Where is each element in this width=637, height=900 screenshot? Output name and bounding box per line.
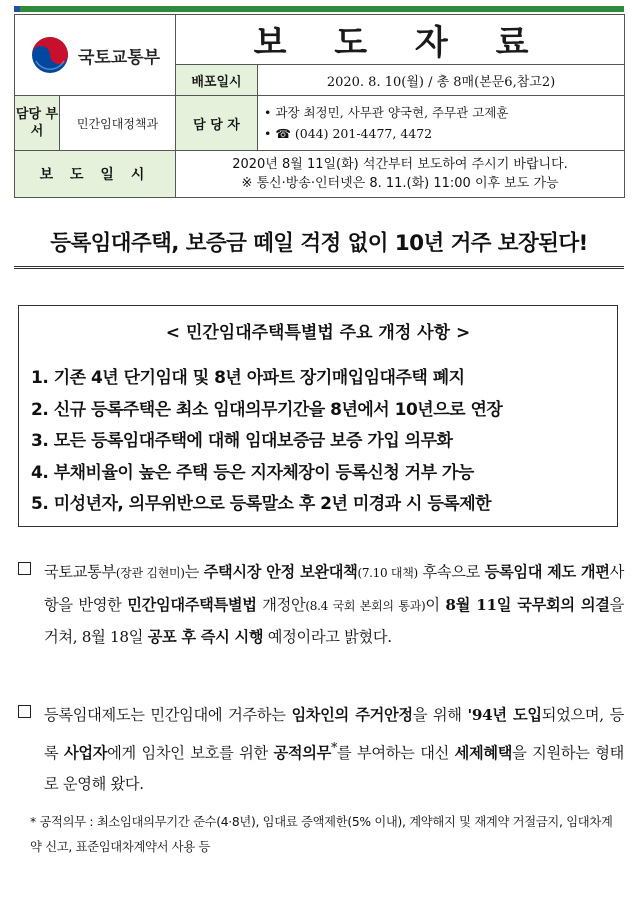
text-run: 사업자 (64, 743, 108, 762)
distribution-label: 배포일시 (176, 65, 258, 96)
distribution-value: 2020. 8. 10(월) / 총 8매(본문6,참고2) (258, 65, 625, 96)
text-run: 주택시장 안정 보완대책 (203, 563, 358, 581)
paragraph-1 (14, 557, 624, 654)
text-run: 되었으며, 등록 (44, 706, 624, 762)
paragraph-2-text (44, 700, 624, 801)
checkbox-bullet-icon (18, 562, 31, 575)
paragraph-2 (14, 700, 624, 801)
dept-label: 담당 부서 (15, 96, 60, 151)
checkbox-bullet-icon (18, 705, 31, 718)
text-run: 를 부여하는 대신 (337, 743, 455, 762)
text-run: 8월 11일 국무회의 의결 (445, 595, 610, 614)
title-cell (176, 15, 625, 65)
footnote: * 공적의무 : 최소임대의무기간 준수(4·8년), 임대료 증액제한(5% 이내), 계약해지 및 재계약 거절금지, 임대차계약 신고, 표준임대차계약서 사용 등 (30, 815, 613, 854)
text-run: 개정안 (256, 595, 306, 614)
summary-list (19, 363, 617, 521)
press-release-header-table (14, 14, 625, 198)
text-run: 을 거쳐, 8월 18일 (44, 595, 624, 646)
summary-item: 2. 신규 등록주택은 최소 임대의무기간을 8년에서 10년으로 연장 (31, 399, 503, 420)
release-label: 보 도 일 시 (15, 151, 176, 198)
text-run: 는 (184, 563, 204, 581)
text-run: 등록임대 제도 개편 (484, 563, 610, 581)
summary-box (18, 305, 618, 527)
text-run: 에게 임차인 보호를 위한 (107, 743, 274, 762)
text-run: 국토교통부 (44, 563, 116, 581)
headline: 등록임대주택, 보증금 떼일 걱정 없이 10년 거주 보장된다! (50, 231, 588, 256)
korea-government-taegeuk-icon (30, 35, 70, 75)
text-run: '94년 도입 (467, 706, 542, 724)
text-run: 민간임대주택특별법 (127, 595, 257, 614)
text-run: 을 지원하는 형태로 운영해 왔다. (44, 743, 625, 794)
footnote-marker: * (331, 739, 338, 755)
contact-cell (258, 96, 625, 151)
release-line-1: 2020년 8월 11일(화) 석간부터 보도하여 주시기 바랍니다. (232, 157, 568, 172)
summary-item: 5. 미성년자, 의무위반으로 등록말소 후 2년 미경과 시 등록제한 (31, 494, 492, 514)
release-cell (176, 151, 625, 198)
document-title: 보 도 자 료 (253, 23, 547, 63)
text-run: (장관 김현미) (115, 566, 185, 580)
contact-phone: • ☎ (044) 201-4477, 4472 (264, 126, 433, 141)
text-run: 공적의무 (273, 743, 331, 762)
top-color-bar (14, 6, 624, 12)
summary-item: 1. 기존 4년 단기임대 및 8년 아파트 장기매입임대주택 폐지 (31, 368, 465, 388)
text-run: (8.4 국회 본회의 통과) (305, 598, 426, 613)
text-run: 을 위해 (412, 706, 468, 724)
text-run: 임차인의 주거안정 (291, 706, 413, 724)
text-run: 등록임대제도는 민간임대에 거주하는 (44, 706, 292, 724)
ministry-name: 국토교통부 (77, 47, 161, 68)
dept-name: 민간임대정책과 (60, 96, 176, 151)
top-bar-cap (14, 6, 20, 12)
ministry-logo-cell (15, 15, 176, 96)
summary-item: 3. 모든 등록임대주택에 대해 임대보증금 보증 가입 의무화 (31, 431, 453, 451)
text-run: 예정이라고 밝혔다. (263, 628, 392, 646)
text-run: 사항을 반영한 (44, 563, 625, 614)
release-line-2: ※ 통신·방송·인터넷은 8. 11.(화) 11:00 이후 보도 가능 (241, 176, 559, 191)
text-run: (7.10 대책) (357, 566, 418, 580)
summary-item: 4. 부채비율이 높은 주택 등은 지자체장이 등록신청 거부 가능 (31, 462, 474, 483)
contact-people: • 과장 최정민, 사무관 양국현, 주무관 고제훈 (264, 105, 509, 120)
text-run: 세제혜택 (454, 743, 513, 762)
text-run: 공포 후 즉시 시행 (147, 628, 264, 646)
text-run: 이 (425, 595, 446, 614)
text-run: 후속으로 (417, 563, 485, 581)
contact-label: 담 당 자 (176, 96, 258, 151)
summary-box-title: < 민간임대주택특별법 주요 개정 사항 > (165, 323, 471, 343)
headline-underline (14, 266, 624, 269)
paragraph-1-text (44, 557, 624, 654)
